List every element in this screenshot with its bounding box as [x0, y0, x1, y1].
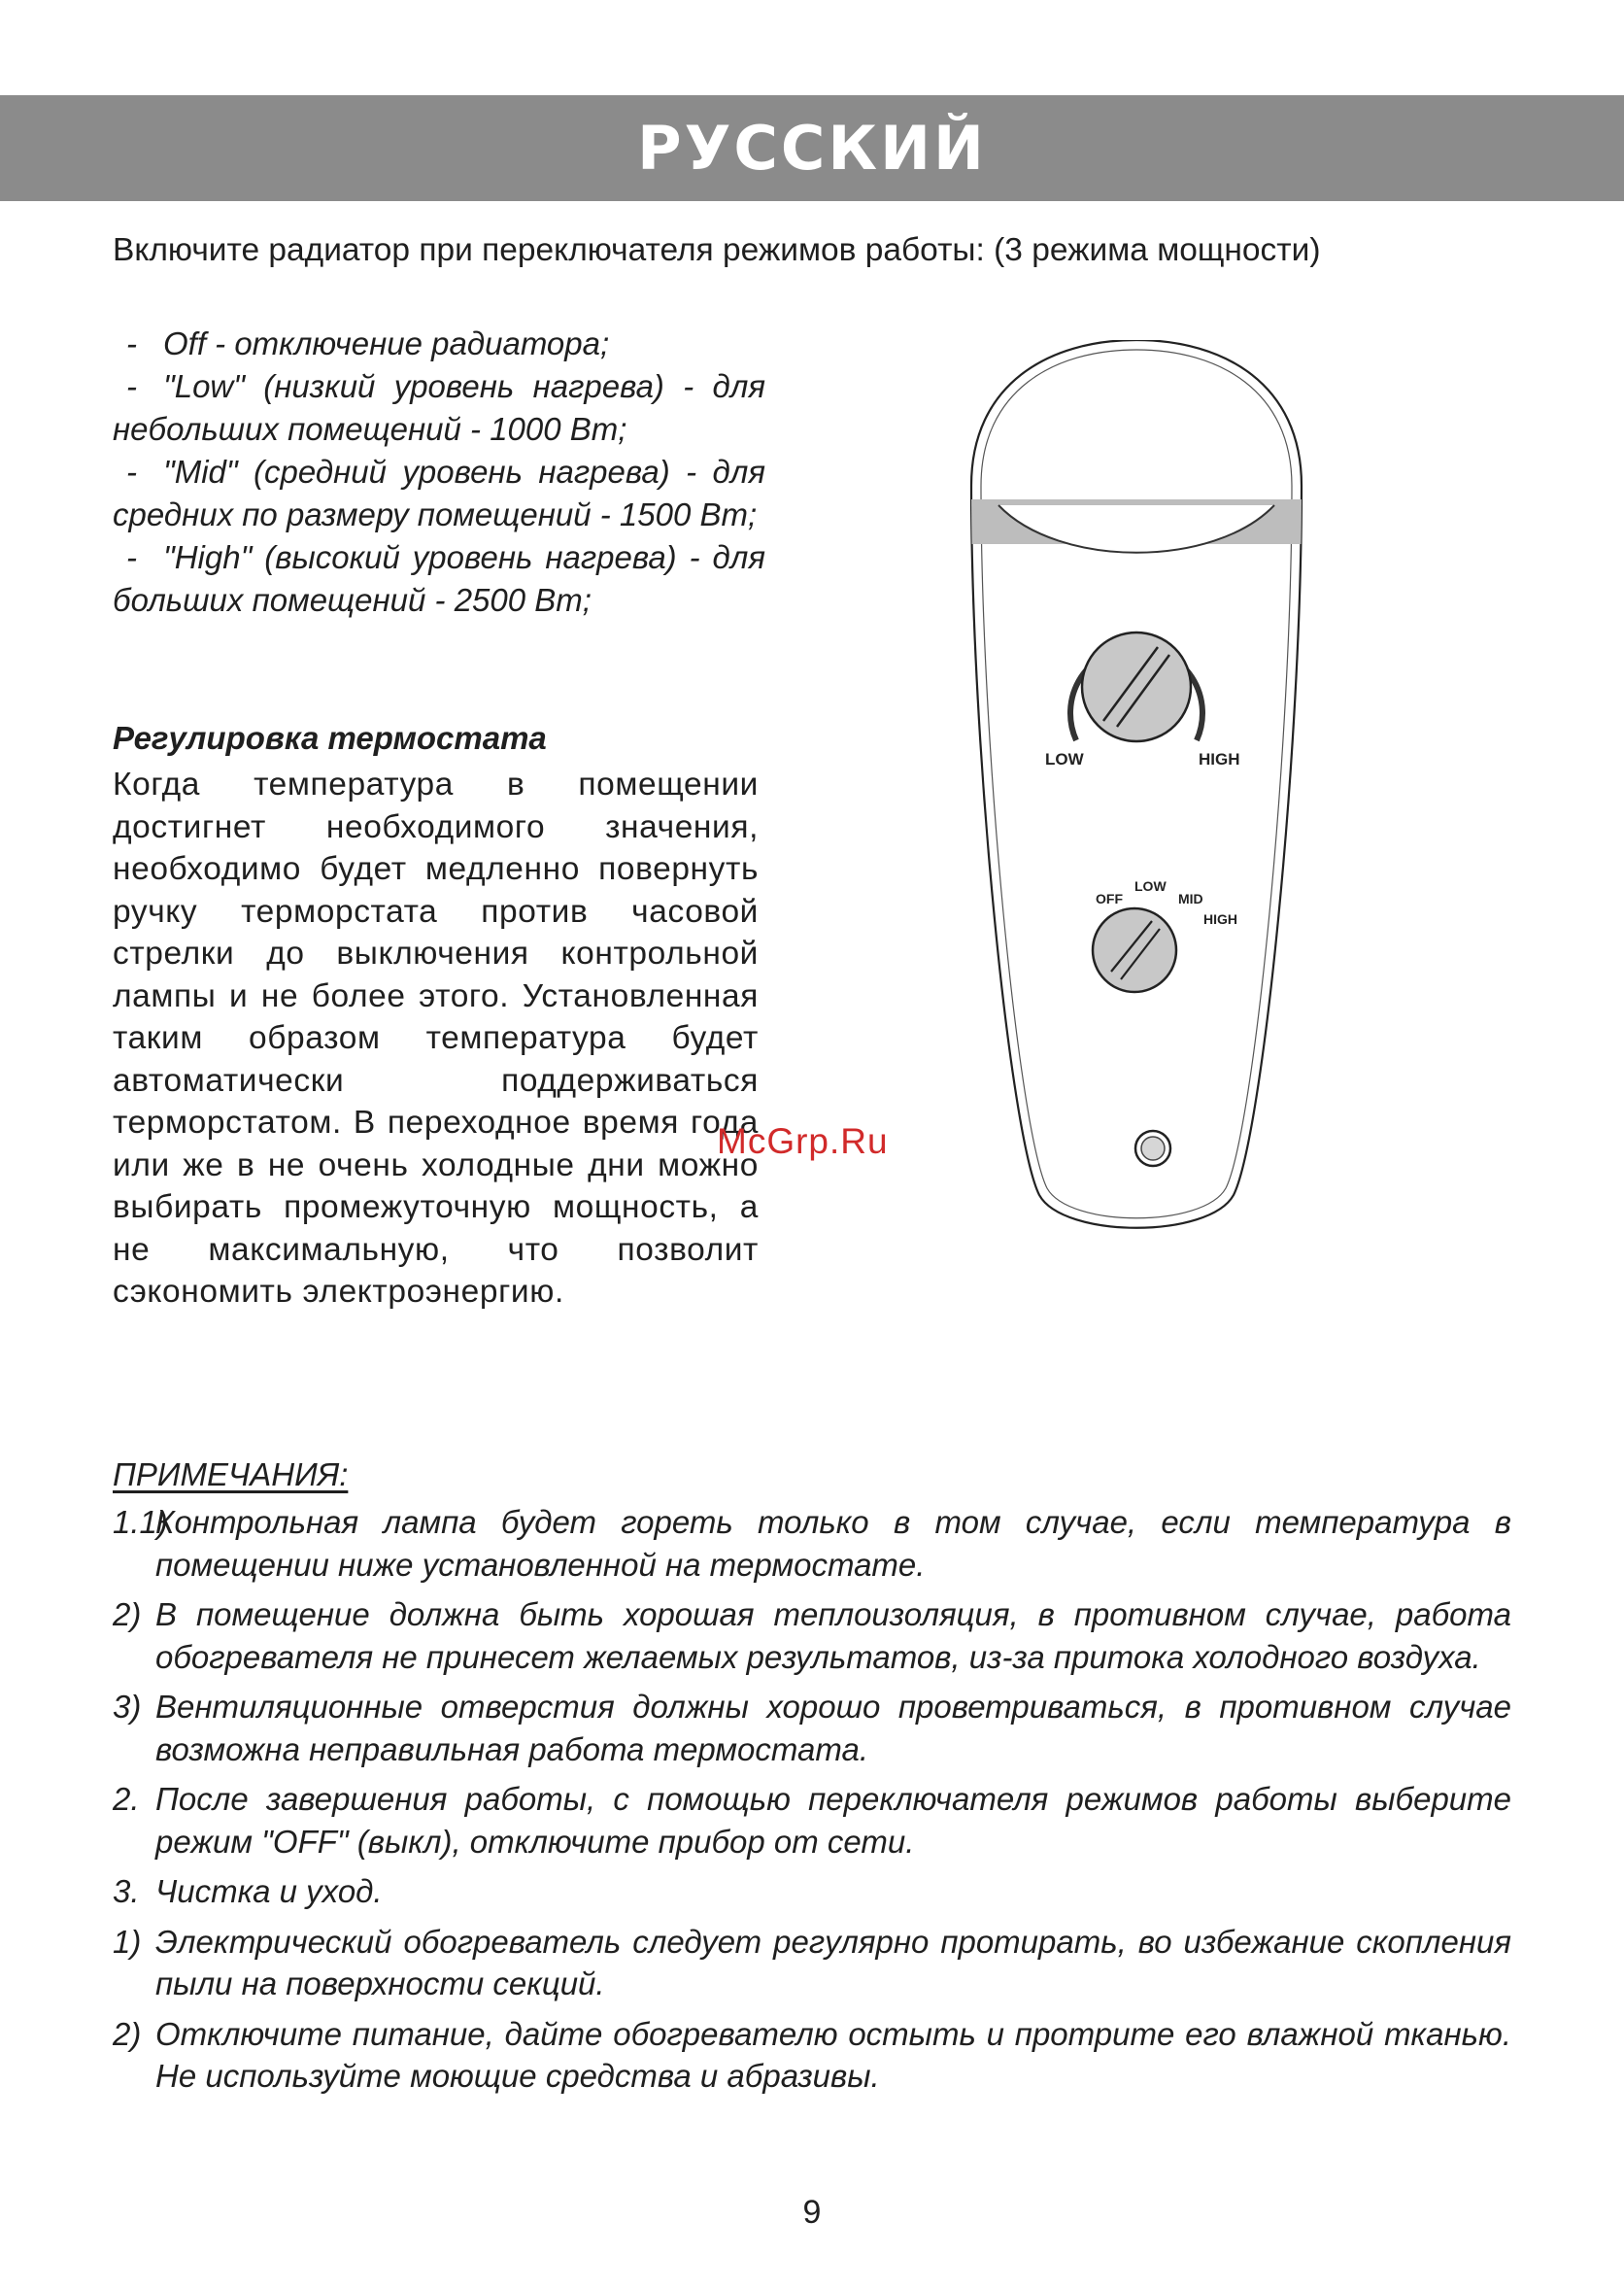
notes-heading: ПРИМЕЧАНИЯ: — [113, 1456, 349, 1492]
note-number: 1) — [113, 1923, 142, 1960]
note-number: 2) — [113, 2015, 142, 2052]
indicator-lamp-inner — [1141, 1137, 1165, 1160]
thermostat-knob — [1082, 632, 1191, 741]
mode-item-text: "High" (высокий уровень нагрева) - для больших помещений - 2500 Вт; — [113, 539, 765, 618]
language-header: РУССКИЙ — [0, 95, 1624, 201]
page-number: 9 — [802, 2194, 822, 2231]
mode-item: - "Low" (низкий уровень нагрева) - для небольших помещений - 1000 Вт; — [113, 368, 765, 447]
panel-outline — [971, 340, 1302, 1228]
notes-list — [113, 1501, 1511, 2105]
note-item — [113, 1870, 1511, 1913]
note-number: 2) — [113, 1596, 142, 1632]
thermostat-section-body: Когда температура в помещении достигнет необходимого значения, необходимо будет медленно повернуть ручку терморстата против часовой стрелки до выключения контрольной лампы и не более этого. Установленная таким образом температура будет автоматически поддерживаться терморстатом. В переходное время года или же в не очень холодные дни можно выбирать промежуточную мощность, а не максимальную, что позволит сэкономить электроэнергию. — [113, 767, 759, 1310]
note-number: 1.1) — [113, 1504, 168, 1540]
note-item — [113, 1593, 1511, 1678]
mode-item: - "High" (высокий уровень нагрева) - для больших помещений - 2500 Вт; — [113, 539, 765, 618]
mode-item: - Off - отключение радиатора; — [126, 325, 610, 361]
modes-list — [113, 323, 765, 622]
watermark: McGrp.Ru — [717, 1121, 889, 1161]
mode-item-text: Off - отключение радиатора; — [163, 325, 610, 361]
note-item — [113, 2013, 1511, 2098]
note-item — [113, 1778, 1511, 1863]
thermostat-section-title: Регулировка термостата — [113, 720, 547, 756]
note-text: Вентиляционные отверстия должны хорошо проветриваться, в противном случае возможна неправильная работа термостата. — [155, 1689, 1511, 1767]
note-text: Отключите питание, дайте обогревателю остыть и протрите его влажной тканью. Не используйте моющие средства и абразивы. — [155, 2015, 1511, 2094]
thermostat-label-high: HIGH — [1199, 750, 1240, 769]
note-number: 3) — [113, 1689, 142, 1725]
note-number: 2. — [113, 1781, 140, 1817]
note-text: В помещение должна быть хорошая теплоизоляция, в противном случае, работа обогревателя не принесет желаемых результатов, из-за притока холодного воздуха. — [155, 1596, 1511, 1675]
note-text: Чистка и уход. — [155, 1873, 383, 1909]
intro-text: Включите радиатор при переключателя режимов работы: (3 режима мощности) — [113, 232, 1321, 268]
mode-item-text: "Low" (низкий уровень нагрева) - для небольших помещений - 1000 Вт; — [113, 368, 765, 447]
switch-label-high: HIGH — [1203, 911, 1237, 927]
mode-item-text: "Mid" (средний уровень нагрева) - для средних по размеру помещений - 1500 Вт; — [113, 454, 765, 532]
note-item — [113, 1686, 1511, 1770]
mode-switch-knob — [1093, 908, 1176, 992]
mode-item: - "Mid" (средний уровень нагрева) - для средних по размеру помещений - 1500 Вт; — [113, 454, 765, 532]
switch-label-mid: MID — [1178, 891, 1203, 906]
note-text: Электрический обогреватель следует регулярно протирать, во избежание скопления пыли на поверхности секций. — [155, 1923, 1511, 2001]
note-text: Контрольная лампа будет гореть только в том случае, если температура в помещении ниже установленной на термостате. — [155, 1504, 1511, 1583]
note-number: 3. — [113, 1873, 140, 1909]
switch-label-low: LOW — [1134, 878, 1167, 894]
note-item — [113, 1501, 1511, 1586]
thermostat-label-low: LOW — [1045, 750, 1084, 769]
heater-control-panel-illustration — [952, 340, 1321, 1273]
note-text: После завершения работы, с помощью переключателя режимов работы выберите режим "OFF" (выкл), отключите прибор от сети. — [155, 1781, 1511, 1860]
switch-label-off: OFF — [1096, 891, 1123, 906]
note-item — [113, 1921, 1511, 2005]
